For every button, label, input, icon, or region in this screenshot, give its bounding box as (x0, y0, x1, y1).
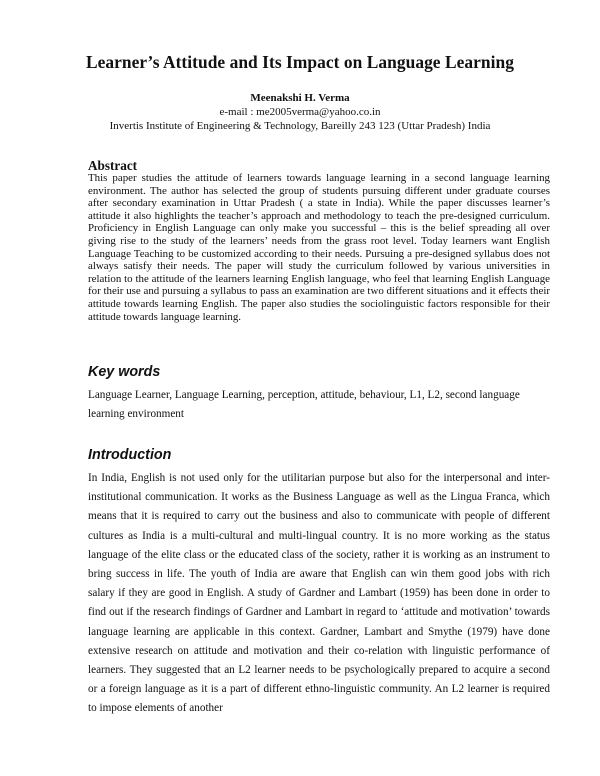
introduction-text: In India, English is not used only for the utilitarian purpose but also for the interpersonal and inter-institutional communication. It works as the Business Language as well as the Lingua Franca, which means that it is required to carry out the business and also to communicate with people of different cultures as India is a multi-cultural and multi-lingual country. It is no more working as the status language of the elite class or the educated class of the society, rather it is working as an instrument to bring success in life. The youth of India are aware that English can win them good jobs with rich salary if they are good in English. A study of Gardner and Lambart (1959) has been done in order to find out if the research findings of Gardner and Lambart in regard to ‘attitude and motivation’ towards language learning are applicable in this context. Gardner, Lambart and Smythe (1979) have done extensive research on attitude and motivation and their co-relation with linguistic performance of learners. They suggested that an L2 learner needs to be psychologically prepared to acquire a second or a foreign language as it is a part of different ethno-linguistic community. An L2 learner is required to impose elements of another (88, 472, 550, 715)
author-email: e-mail : me2005verma@yahoo.co.in (219, 106, 381, 118)
keywords-heading: Key words (88, 364, 161, 380)
keywords-text: Language Learner, Language Learning, perception, attitude, behaviour, L1, L2, second language learning environment (88, 389, 520, 420)
abstract-heading: Abstract (88, 158, 138, 173)
paper-title: Learner’s Attitude and Its Impact on Language Learning (86, 52, 514, 72)
introduction-heading: Introduction (88, 447, 172, 463)
author-block (0, 91, 600, 133)
author-affiliation: Invertis Institute of Engineering & Technology, Bareilly 243 123 (Uttar Pradesh) India (109, 120, 491, 132)
author-name: Meenakshi H. Verma (250, 92, 350, 104)
abstract-text: This paper studies the attitude of learners towards language learning in a second language learning environment. The author has selected the group of students pursuing different under graduate courses after secondary examination in Uttar Pradesh ( a state in India). While the paper discusses learner’s attitude it also highlights the teacher’s approach and methodology to teach the pre-designed curriculum. Proficiency in English Language can only make you successful – this is the belief spreading all over giving rise to the study of the learners’ needs from the grass root level. Today learners want English Language Teaching to be customized according to their needs. Pursuing a pre-designed syllabus does not always satisfy their needs. The paper will study the curriculum followed by various universities in relation to the attitude of the learners learning English language, who feel that learning English Language for their use and pursuing a syllabus to pass an examination are two different situations and it effects their attitude towards learning English. The paper also studies the sociolinguistic factors responsible for their attitude towards language learning. (88, 172, 550, 323)
